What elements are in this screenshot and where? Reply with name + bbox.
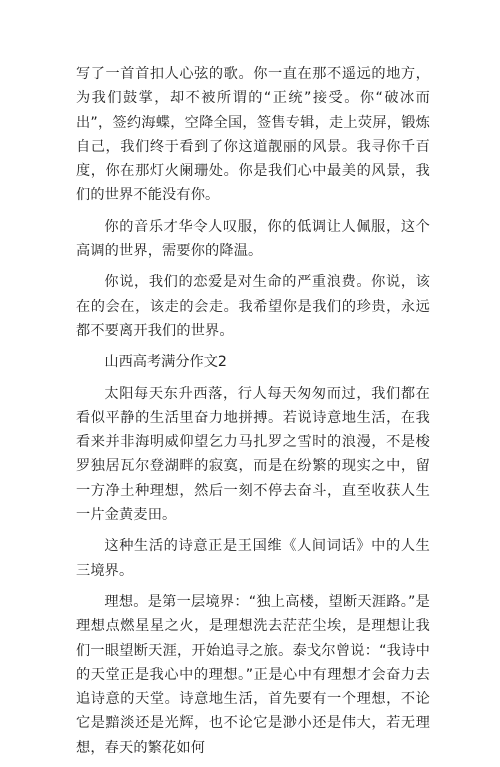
- paragraph-2: 你的音乐才华令人叹服，你的低调让人佩服，这个高调的世界，需要你的降温。: [76, 218, 430, 260]
- paragraph-3: 你说，我们的恋爱是对生命的严重浪费。你说，该在的会在，该走的会走。我希望你是我们的珍贵，永远都不要离开我们的世界。: [76, 274, 430, 339]
- paragraph-6: 理想。是第一层境界：“独上高楼，望断天涯路。”是理想点燃星星之火，是理想洗去茫茫尘埃，是理想让我们一眼望断天涯，开始追寻之旅。泰戈尔曾说：“我诗中的天堂正是我心中的理想。”正是心中有理想才会奋力去追诗意的天堂。诗意地生活，首先要有一个理想，不论它是黯淡还是光辉，也不论它是渺小还是伟大，若无理想，春天的繁花如何: [76, 593, 430, 756]
- article-body: [76, 62, 430, 767]
- section-heading: 山西高考满分作文2: [104, 354, 227, 371]
- paragraph-5: 这种生活的诗意正是王国维《人间词话》中的人生三境界。: [76, 538, 430, 579]
- paragraph-4: 太阳每天东升西落，行人每天匆匆而过，我们都在看似平静的生活里奋力地拼搏。若说诗意地生活，在我看来并非海明威仰望乞力马扎罗之雪时的浪漫，不是梭罗独居瓦尔登湖畔的寂寞，而是在纷繁的现实之中，留一方净土种理想，然后一刻不停去奋斗，直至收获人生一片金黄麦田。: [76, 385, 430, 524]
- paragraph-1: 写了一首首扣人心弦的歌。你一直在那不遥远的地方，为我们鼓掌，却不被所谓的“正统”接受。你“破冰而出”，签约海蝶，空降全国，签售专辑，走上荧屏，锻炼自己，我们终于看到了你这道靓丽的风景。我寻你千百度，你在那灯火阑珊处。你是我们心中最美的风景，我们的世界不能没有你。: [76, 66, 430, 204]
